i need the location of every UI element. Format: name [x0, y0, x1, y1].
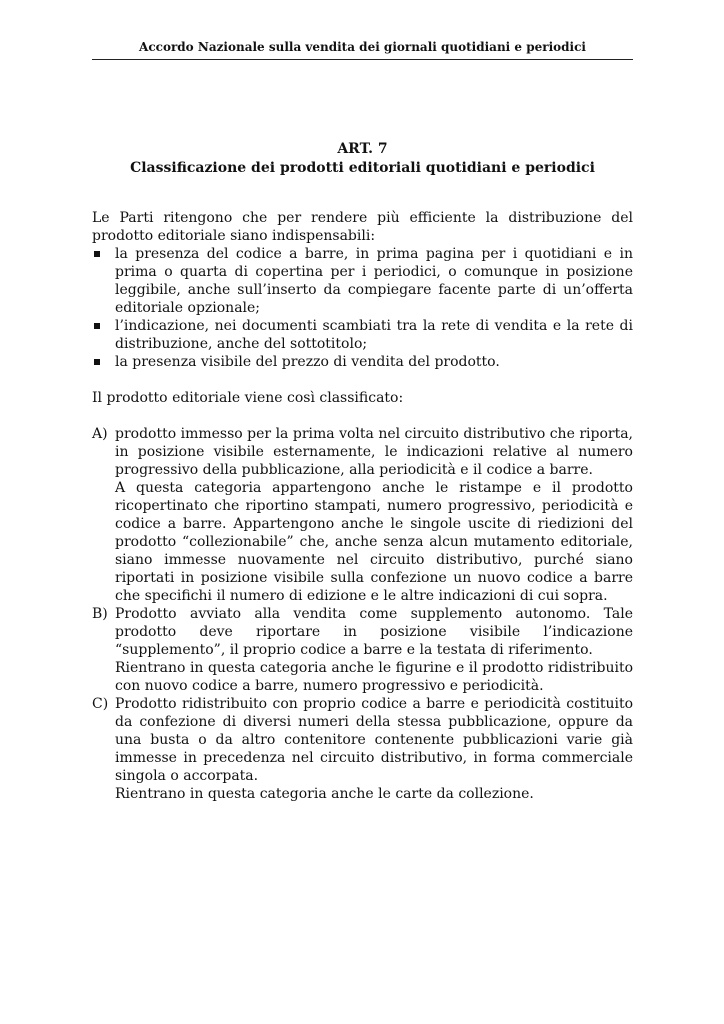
list-item-text: la presenza visibile del prezzo di vendita del prodotto. [115, 354, 500, 370]
spacer [92, 407, 633, 425]
category-list [92, 425, 633, 803]
list-item [92, 317, 633, 353]
category-item-c [92, 695, 633, 803]
article-title: Classificazione dei prodotti editoriali quotidiani e periodici [130, 160, 595, 176]
category-letter: A) [92, 426, 108, 442]
category-item-b [92, 605, 633, 695]
category-paragraph: Rientrano in questa categoria anche le carte da collezione. [115, 786, 534, 802]
list-item [92, 353, 633, 371]
category-paragraph: Prodotto avviato alla vendita come supplemento autonomo. Tale prodotto deve riportare in posizione visibile l’indicazione “supplemento”, il proprio codice a barre e la testata di riferimento. [115, 606, 633, 658]
requirements-list [92, 245, 633, 371]
category-letter: B) [92, 606, 108, 622]
category-paragraph: A questa categoria appartengono anche le ristampe e il prodotto ricopertinato che riportino stampati, numero progressivo, periodicità e codice a barre. Appartengono anche le singole uscite di riedizioni del prodotto “collezionabile” che, anche senza alcun mutamento editoriale, siano immesse nuovamente nel circuito distributivo, purché siano riportati in posizione visibile sulla confezione un nuovo codice a barre che specifichi il numero di edizione e le altre indicazioni di cui sopra. [115, 480, 633, 604]
classification-intro: Il prodotto editoriale viene così classificato: [92, 390, 404, 406]
square-bullet-icon [94, 359, 100, 365]
category-paragraph: Rientrano in questa categoria anche le figurine e il prodotto ridistribuito con nuovo codice a barre, numero progressivo e periodicità. [115, 660, 633, 694]
list-item-text: l’indicazione, nei documenti scambiati tra la rete di vendita e la rete di distribuzione, anche del sottotitolo; [115, 318, 633, 352]
square-bullet-icon [94, 323, 100, 329]
category-letter: C) [92, 696, 109, 712]
category-item-a [92, 425, 633, 605]
article-body [92, 209, 633, 803]
list-item-text: la presenza del codice a barre, in prima pagina per i quotidiani e in prima o quarta di copertina per i periodici, o comunque in posizione leggibile, anche sull’inserto da compiegare facente parte di un’offerta editoriale opzionale; [115, 246, 633, 316]
article-heading [92, 140, 633, 178]
square-bullet-icon [94, 251, 100, 257]
running-header: Accordo Nazionale sulla vendita dei giornali quotidiani e periodici [92, 40, 633, 60]
article-number: ART. 7 [337, 141, 388, 157]
spacer [92, 371, 633, 389]
list-item [92, 245, 633, 317]
category-paragraph: prodotto immesso per la prima volta nel circuito distributivo che riporta, in posizione visibile esternamente, le indicazioni relative al numero progressivo della pubblicazione, alla periodicità e il codice a barre. [115, 426, 633, 478]
intro-paragraph: Le Parti ritengono che per rendere più efficiente la distribuzione del prodotto editoriale siano indispensabili: [92, 210, 633, 244]
category-paragraph: Prodotto ridistribuito con proprio codice a barre e periodicità costituito da confezione di diversi numeri della stessa pubblicazione, oppure da una busta o da altro contenitore contenente pubblicazioni varie già immesse in precedenza nel circuito distributivo, in forma commerciale singola o accorpata. [115, 696, 633, 784]
